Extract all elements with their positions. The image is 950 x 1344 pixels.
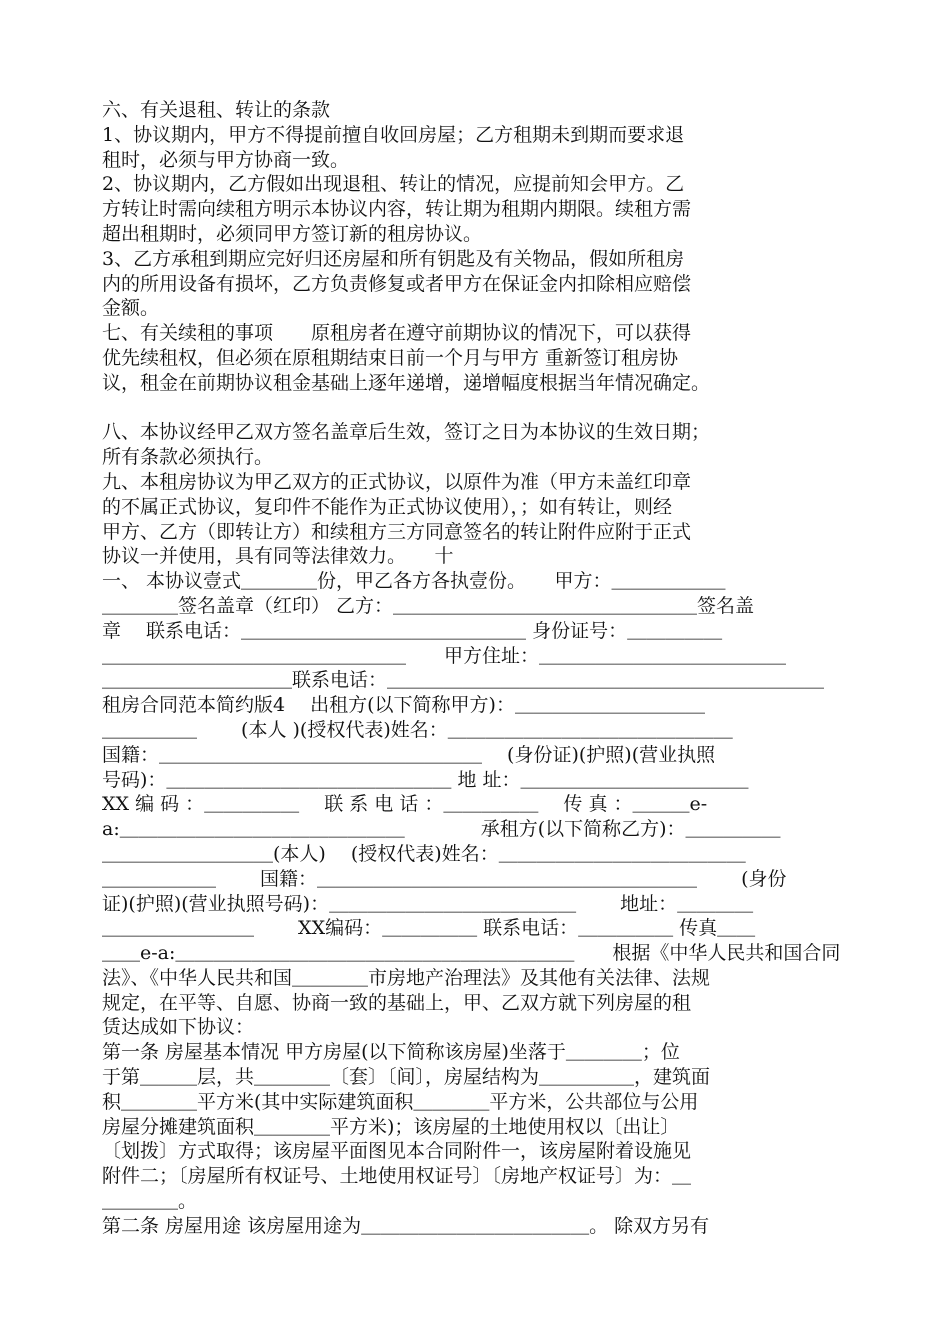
text-line: 议，租金在前期协议租金基础上逐年递增，递增幅度根据当年情况确定。 <box>102 371 711 394</box>
text-line: 3、乙方承租到期应完好归还房屋和所有钥匙及有关物品，假如所租房 <box>102 247 685 270</box>
text-line: 章 联系电话：＿＿＿＿＿＿＿＿＿＿＿＿＿＿＿ 身份证号：＿＿＿＿＿ <box>102 619 723 642</box>
text-line: 积＿＿＿＿平方米(其中实际建筑面积＿＿＿＿平方米，公共部位与公用 <box>102 1090 699 1113</box>
text-line: ＿＿＿＿签名盖章（红印） 乙方：＿＿＿＿＿＿＿＿＿＿＿＿＿＿＿＿签名盖 <box>102 594 755 617</box>
text-line: 〔划拨〕方式取得；该房屋平面图见本合同附件一，该房屋附着设施见 <box>102 1140 692 1163</box>
text-line: 附件二；〔房屋所有权证号、土地使用权证号〕〔房地产权证号〕为：＿ <box>102 1165 692 1188</box>
text-line: 七、有关续租的事项 原租房者在遵守前期协议的情况下，可以获得 <box>102 322 692 345</box>
text-line: 于第＿＿＿层，共＿＿＿＿〔套〕〔间〕，房屋结构为＿＿＿＿＿，建筑面 <box>102 1066 711 1089</box>
text-line: 1、协议期内，甲方不得提前擅自收回房屋；乙方租期未到期而要求退 <box>102 123 685 146</box>
text-line: 第一条 房屋基本情况 甲方房屋(以下简称该房屋)坐落于＿＿＿＿；位 <box>102 1041 680 1064</box>
text-line: 国籍：＿＿＿＿＿＿＿＿＿＿＿＿＿＿＿＿＿ (身份证)(护照)(营业执照 <box>102 743 716 766</box>
text-line: 房屋分摊建筑面积＿＿＿＿平方米)；该房屋的土地使用权以〔出让〕 <box>102 1115 680 1138</box>
text-line: ＿＿＿＿＿ (本人 )(授权代表)姓名：＿＿＿＿＿＿＿＿＿＿＿＿＿＿＿ <box>102 718 733 741</box>
text-line: ＿＿e-a:＿＿＿＿＿＿＿＿＿＿＿＿＿＿＿＿＿＿＿＿＿ 根据《中华人民共和国合同 <box>102 942 841 965</box>
text-line: 号码)：＿＿＿＿＿＿＿＿＿＿＿＿＿＿＿ 地 址：＿＿＿＿＿＿＿＿＿＿＿＿ <box>102 768 749 791</box>
text-line: 赁达成如下协议： <box>102 1016 255 1039</box>
text-line: 超出租期时，必须同甲方签订新的租房协议。 <box>102 222 483 245</box>
text-line: 八、本协议经甲乙双方签名盖章后生效，签订之日为本协议的生效日期； <box>102 421 711 444</box>
text-line: 六、有关退租、转让的条款 <box>102 99 331 121</box>
text-line: 优先续租权，但必须在原租期结束日前一个月与甲方 重新签订租房协 <box>102 346 679 369</box>
text-line: 租时，必须与甲方协商一致。 <box>102 148 350 171</box>
text-line: ＿＿＿＿。 <box>102 1190 198 1213</box>
blank-line <box>102 396 854 421</box>
text-line: 方转让时需向续租方明示本协议内容，转让期为租期内期限。续租方需 <box>102 198 692 221</box>
text-line: 的不属正式协议，复印件不能作为正式协议使用），；如有转让，则经 <box>102 495 673 518</box>
text-line: 租房合同范本简约版4 出租方(以下简称甲方)：＿＿＿＿＿＿＿＿＿＿ <box>102 694 705 717</box>
text-line: 法》、《中华人民共和国＿＿＿＿市房地产治理法》及其他有关法律、法规 <box>102 966 711 989</box>
text-line: 2、协议期内，乙方假如出现退租、转让的情况，应提前知会甲方。乙 <box>102 173 685 196</box>
text-line: 内的所用设备有损坏，乙方负责修复或者甲方在保证金内扣除相应赔偿 <box>102 272 692 295</box>
text-line: ＿＿＿＿＿＿＿＿＿＿＿＿＿＿＿＿ 甲方住址：＿＿＿＿＿＿＿＿＿＿＿＿＿ <box>102 644 787 667</box>
document-body <box>102 98 854 1239</box>
text-line: XX 编 码 ：＿＿＿＿＿ 联 系 电 话 ：＿＿＿＿＿ 传 真 ：＿＿＿e- <box>102 793 708 816</box>
text-line: 第二条 房屋用途 该房屋用途为＿＿＿＿＿＿＿＿＿＿＿＿。 除双方另有 <box>102 1214 710 1237</box>
text-line: ＿＿＿＿＿＿＿＿＿(本人) (授权代表)姓名：＿＿＿＿＿＿＿＿＿＿＿＿＿ <box>102 842 746 865</box>
text-line: 证)(护照)(营业执照号码)：＿＿＿＿＿＿＿＿＿＿＿＿＿ 地址：＿＿＿＿ <box>102 892 754 915</box>
text-line: 规定，在平等、自愿、协商一致的基础上，甲、乙双方就下列房屋的租 <box>102 991 692 1014</box>
text-line: 一、 本协议壹式＿＿＿＿份，甲乙各方各执壹份。 甲方：＿＿＿＿＿＿ <box>102 570 726 593</box>
text-line: 九、本租房协议为甲乙双方的正式协议，以原件为准（甲方未盖红印章 <box>102 470 692 493</box>
text-line: 甲方、乙方（即转让方）和续租方三方同意签名的转让附件应附于正式 <box>102 520 692 543</box>
text-line: ＿＿＿＿＿＿＿＿＿＿联系电话：＿＿＿＿＿＿＿＿＿＿＿＿＿＿＿＿＿＿＿＿＿＿＿ <box>102 669 825 692</box>
text-line: 所有条款必须执行。 <box>102 446 274 469</box>
text-line: ＿＿＿＿＿＿＿＿ XX编码：＿＿＿＿＿ 联系电话：＿＿＿＿＿ 传真＿＿ <box>102 917 756 940</box>
text-line: 金额。 <box>102 297 160 320</box>
text-line: ＿＿＿＿＿＿ 国籍：＿＿＿＿＿＿＿＿＿＿＿＿＿＿＿＿＿＿＿＿ (身份 <box>102 867 787 890</box>
text-line: a:＿＿＿＿＿＿＿＿＿＿＿＿＿＿＿ 承租方(以下简称乙方)：＿＿＿＿＿ <box>102 818 781 841</box>
text-line: 协议一并使用，具有同等法律效力。 十 <box>102 545 454 568</box>
